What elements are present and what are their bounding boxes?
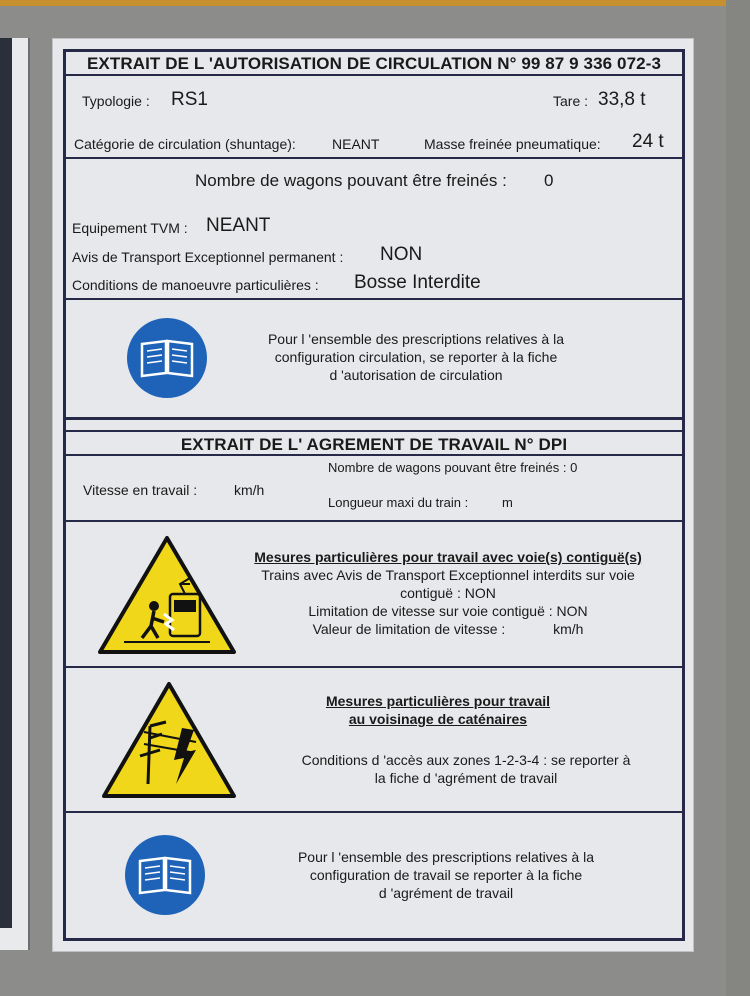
prescription-line-3: d 'autorisation de circulation [329,367,503,383]
agrement-prescription-line-1: Pour l 'ensemble des prescriptions relatives à la [297,849,595,865]
conditions-label: Conditions de manoeuvre particulières : [72,277,319,293]
catenaire-line-1: Conditions d 'accès aux zones 1-2-3-4 : se reporter à [301,752,631,768]
masse-value: 24 t [632,131,664,152]
vitesse-label: Vitesse en travail : [83,482,198,498]
agrement-prescription-line-2: configuration de travail se reporter à la fiche [309,867,583,883]
avis-value: NON [380,244,423,265]
placard-frame [63,49,685,941]
wagons-label: Nombre de wagons pouvant être freinés : [195,171,507,190]
contigue-text [228,548,668,638]
contigue-line-4 [228,620,668,638]
tare-value: 33,8 t [598,89,646,110]
contigue-line-3: Limitation de vitesse sur voie contiguë : NON [308,603,588,619]
catenaire-line-2: la fiche d 'agrément de travail [374,770,558,786]
masse-label: Masse freinée pneumatique: [424,136,601,152]
typologie-value: RS1 [171,89,208,110]
adjacent-panel [0,38,30,950]
limitation-label: Valeur de limitation de vitesse : [312,621,506,637]
book-manual-icon [126,317,208,399]
tvm-value: NEANT [206,215,271,236]
typologie-label: Typologie : [82,93,150,109]
background-edge [726,0,750,996]
tvm-label: Equipement TVM : [72,220,188,236]
catenaire-title [288,692,588,728]
longueur-label: Longueur maxi du train : [328,495,469,510]
contigue-title: Mesures particulières pour travail avec voie(s) contiguë(s) [254,549,642,565]
agrement-header: EXTRAIT DE L' AGREMENT DE TRAVAIL N° DPI [66,430,682,456]
categorie-label: Catégorie de circulation (shuntage): [74,136,296,152]
agrement-prescription-section [66,813,682,938]
background-top-strip [0,0,750,6]
longueur-unit: m [502,495,513,510]
agrement-wagons-line: Nombre de wagons pouvant être freinés : 0 [328,460,578,475]
catenaire-title-line-1: Mesures particulières pour travail [325,693,551,709]
catenaire-title-line-2: au voisinage de caténaires [348,711,528,727]
autorisation-prescription-text [236,330,596,384]
train-collision-warning-icon [96,534,238,656]
agrement-speed-section [66,456,682,522]
autorisation-prescription-section [66,300,682,420]
agrement-prescription-line-3: d 'agrément de travail [378,885,514,901]
vitesse-unit: km/h [234,482,265,498]
adjacent-panel-edge [0,38,12,928]
avis-label: Avis de Transport Exceptionnel permanent : [72,249,344,265]
wagons-value: 0 [544,171,554,190]
categorie-value: NEANT [332,136,380,152]
contigue-section [66,522,682,668]
information-placard [52,38,694,952]
autorisation-header: EXTRAIT DE L 'AUTORISATION DE CIRCULATION N° 99 87 9 336 072-3 [66,52,682,76]
catenaire-section [66,668,682,813]
conditions-value: Bosse Interdite [354,272,481,293]
autorisation-details-section [66,159,682,300]
electric-shock-warning-icon [100,680,238,800]
limitation-unit: km/h [553,621,584,637]
catenaire-text [266,751,666,787]
agrement-prescription-text [256,848,636,902]
prescription-line-1: Pour l 'ensemble des prescriptions relatives à la [267,331,565,347]
contigue-line-2: contiguë : NON [400,585,496,601]
tare-label: Tare : [553,93,589,109]
book-manual-icon [124,834,206,916]
autorisation-summary-section [66,76,682,159]
contigue-line-1: Trains avec Avis de Transport Exceptionnel interdits sur voie [261,567,635,583]
prescription-line-2: configuration circulation, se reporter à la fiche [274,349,558,365]
